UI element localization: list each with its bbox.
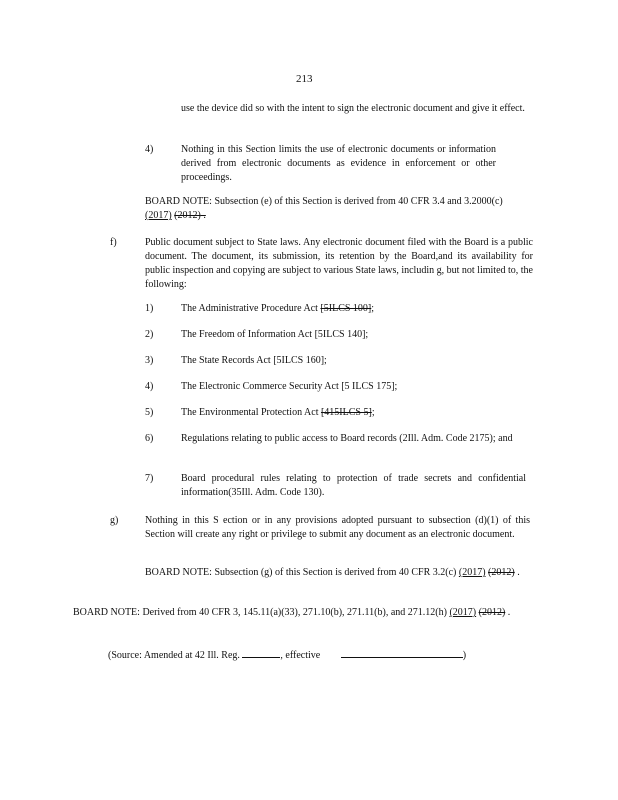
list-item (181, 354, 526, 368)
list-item-tail: ; (371, 303, 375, 314)
deleted-year: (2012) (488, 567, 515, 578)
list-item (181, 302, 526, 316)
source-mid: , effective (280, 650, 321, 661)
subsection-f-paragraph: Public document subject to State laws. Any electronic document filed with the Board is a public document. The document, its submission, its retention by the Board,and its availability for public inspection and copying are subject to various State laws, includin g, but not limited to, the following: (145, 237, 533, 290)
board-note-section (73, 606, 523, 620)
list-item-text: The State Records Act [5ILCS 160]; (181, 355, 327, 366)
deleted-citation: [415ILCS 5] (320, 407, 372, 418)
board-note-text: BOARD NOTE: Derived from 40 CFR 3, 145.11(a)(33), 271.10(b), 271.11(b), and 271.12(h) (73, 607, 447, 618)
source-end: ) (462, 650, 467, 661)
note-tail: . (517, 567, 520, 578)
page-number: 213 (296, 73, 313, 85)
list-item (181, 328, 526, 342)
deleted-year: (2012) (478, 607, 506, 618)
subsection-label: f) (110, 237, 117, 248)
effective-date-blank (341, 647, 463, 658)
list-item (181, 406, 526, 420)
item-4-paragraph: Nothing in this Section limits the use of electronic documents or information derived from electronic documents as evidence in enforcement or other proceedings. (181, 144, 496, 183)
register-blank (242, 647, 280, 658)
list-item-label: 3) (145, 355, 154, 366)
list-item-text: The Electronic Commerce Security Act [5 ILCS 175]; (181, 381, 398, 392)
inserted-year: (2017) (458, 567, 486, 578)
list-item-tail: ; (371, 407, 375, 418)
list-item (181, 432, 526, 446)
list-item-label: 5) (145, 407, 154, 418)
list-item-label: 7) (145, 473, 154, 484)
inserted-year: (2017) (145, 210, 172, 221)
subsection-label: g) (110, 515, 119, 526)
board-note-g (145, 566, 530, 580)
list-item (181, 472, 526, 500)
item-label: 4) (145, 144, 154, 155)
list-item-label: 1) (145, 303, 154, 314)
list-item-label: 4) (145, 381, 154, 392)
list-item-text: Board procedural rules relating to protection of trade secrets and confidential information(35Ill. Adm. Code 130). (181, 473, 526, 498)
board-note-e-text: BOARD NOTE: Subsection (e) of this Section is derived from 40 CFR 3.4 and 3.2000(c) (145, 196, 503, 207)
inserted-year: (2017) (449, 607, 477, 618)
list-item-text: The Administrative Procedure Act (181, 303, 318, 314)
list-item-text: The Environmental Protection Act (181, 407, 319, 418)
list-item (181, 380, 526, 394)
subsection-g-paragraph: Nothing in this S ection or in any provisions adopted pursuant to subsection (d)(1) of this Section will create any right or privilege to submit any document as an electronic document. (145, 515, 530, 540)
continued-paragraph: use the device did so with the intent to sign the electronic document and give it effect. (181, 103, 525, 114)
deleted-citation: [5ILCS 100] (320, 303, 372, 314)
list-item-label: 2) (145, 329, 154, 340)
source-line (108, 647, 528, 663)
deleted-year: (2012) (174, 210, 201, 221)
list-item-label: 6) (145, 433, 154, 444)
list-item-text: The Freedom of Information Act [5ILCS 140]; (181, 329, 369, 340)
list-item-text: Regulations relating to public access to Board records (2Ill. Adm. Code 2175); and (181, 433, 513, 444)
board-note-e: BOARD NOTE: Subsection (e) of this Section is derived from 40 CFR 3.4 and 3.2000(c) (2017) (2012) . (145, 196, 503, 221)
board-note-g-text: BOARD NOTE: Subsection (g) of this Section is derived from 40 CFR 3.2(c) (145, 567, 457, 578)
note-tail: . (507, 607, 511, 618)
source-text: (Source: Amended at 42 Ill. Reg. (108, 650, 240, 661)
